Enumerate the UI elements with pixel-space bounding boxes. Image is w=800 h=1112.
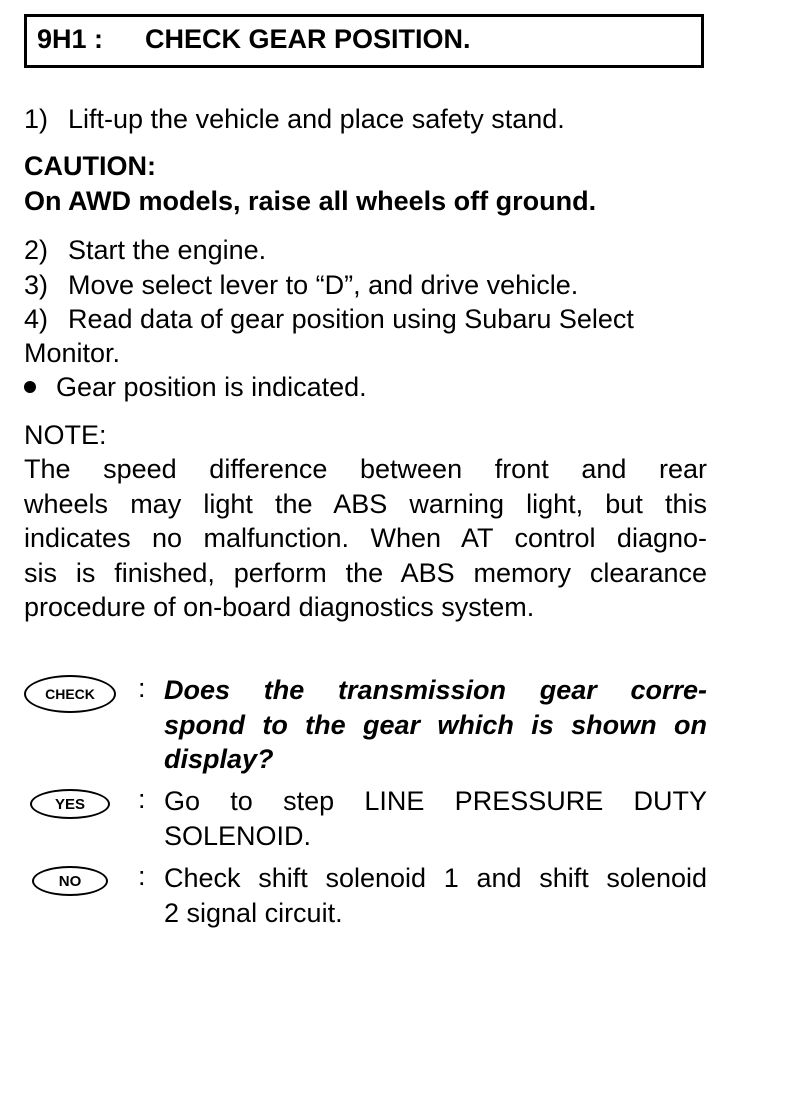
note-paragraph (24, 452, 707, 625)
yes-badge-icon: YES (30, 789, 110, 819)
no-colon: : (138, 861, 146, 891)
step-4 (24, 302, 634, 336)
note-line: sis is finished, perform the ABS memory clearance (24, 557, 707, 588)
step-3-number: 3) (24, 270, 49, 300)
caution-heading: CAUTION: (24, 151, 156, 181)
note-heading: NOTE: (24, 420, 107, 450)
no-answer-line: 2 signal circuit. (164, 897, 343, 928)
no-answer-line: Check shift solenoid 1 and shift solenoid (164, 863, 707, 893)
step-3 (24, 268, 578, 302)
check-colon: : (138, 673, 146, 703)
yes-colon: : (138, 784, 146, 814)
bullet-item (24, 370, 367, 404)
step-2-text: Start the engine. (68, 235, 267, 265)
step-4-number: 4) (24, 304, 49, 334)
step-1 (24, 102, 565, 136)
step-2 (24, 233, 266, 267)
bullet-text: Gear position is indicated. (56, 372, 367, 402)
step-4-text-line-1: Read data of gear position using Subaru Select (68, 304, 634, 334)
section-title: CHECK GEAR POSITION. (145, 24, 471, 54)
step-4-text-line-2: Monitor. (24, 338, 121, 368)
yes-answer-line: SOLENOID. (164, 820, 312, 851)
step-2-number: 2) (24, 235, 49, 265)
check-question-line: spond to the gear which is shown on (164, 709, 707, 740)
yes-answer (164, 784, 707, 853)
step-3-text: Move select lever to “D”, and drive vehicle. (68, 270, 579, 300)
check-question-line: display? (164, 744, 274, 774)
note-line: wheels may light the ABS warning light, but this (24, 488, 707, 519)
bullet-dot-icon (24, 381, 36, 393)
step-1-text: Lift-up the vehicle and place safety stand. (68, 104, 565, 134)
check-question-line: Does the transmission gear corre- (164, 675, 707, 705)
section-code: 9H1 : (37, 24, 104, 54)
note-line: indicates no malfunction. When AT control diagno- (24, 523, 707, 553)
step-1-number: 1) (24, 104, 49, 134)
check-badge-icon: CHECK (24, 675, 116, 713)
caution-text: On AWD models, raise all wheels off ground. (24, 186, 597, 216)
check-question (164, 673, 707, 777)
note-line: The speed difference between front and rear (24, 454, 707, 484)
yes-answer-line: Go to step LINE PRESSURE DUTY (164, 786, 707, 816)
no-answer (164, 861, 707, 930)
no-badge-icon: NO (32, 866, 108, 896)
section-title-box (24, 14, 704, 68)
note-line: procedure of on-board diagnostics system. (24, 592, 535, 622)
